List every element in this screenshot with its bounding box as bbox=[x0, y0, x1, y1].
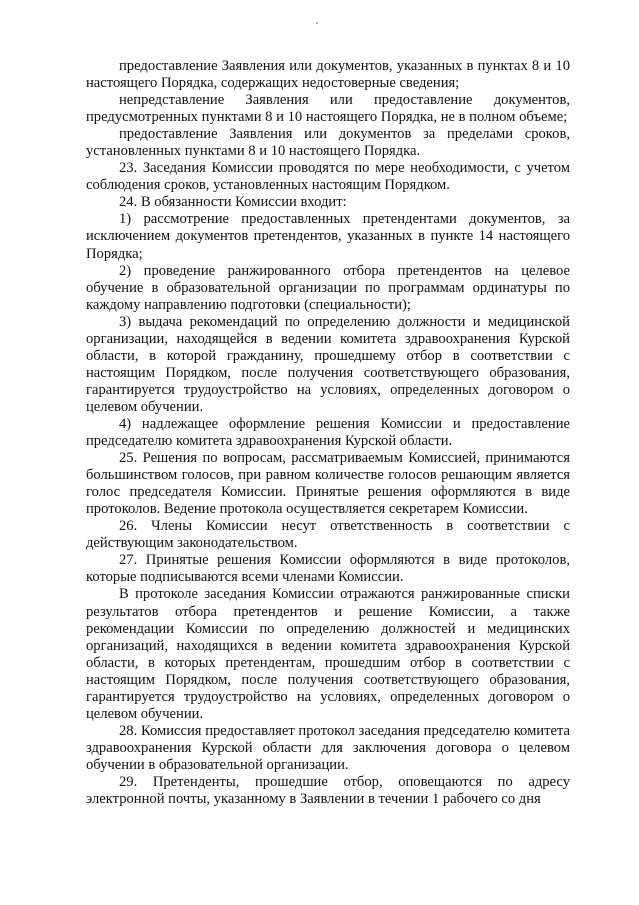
page-mark bbox=[316, 22, 318, 24]
paragraph-incomplete-docs: непредставление Заявления или предоставление документов, предусмотренных пунктами 8 и 10 настоящего Порядка, не в полном объеме; bbox=[86, 92, 570, 126]
paragraph-protocol-contents: В протоколе заседания Комиссии отражаются ранжированные списки результатов отбора претендентов и решение Комиссии, а также рекомендации Комиссии по определению должностей и медицинских организаций, находящихся в ведении комитета здравоохранения Курской области, в которых претендентам, прошедшим отбор в соответствии с настоящим Порядком, после получения соответствующего образования, гарантируется трудоустройство на условиях, определенных договором о целевом обучении. bbox=[86, 586, 570, 722]
paragraph-item-24-1: 1) рассмотрение предоставленных претендентами документов, за исключением документов претендентов, указанных в пункте 14 настоящего Порядка; bbox=[86, 211, 570, 262]
paragraph-item-27: 27. Принятые решения Комиссии оформляются в виде протоколов, которые подписываются всеми членами Комиссии. bbox=[86, 552, 570, 586]
paragraph-item-24-4: 4) надлежащее оформление решения Комиссии и предоставление председателю комитета здравоохранения Курской области. bbox=[86, 415, 570, 450]
paragraph-item-23: 23. Заседания Комиссии проводятся по мере необходимости, с учетом соблюдения сроков, установленных настоящим Порядком. bbox=[86, 160, 570, 194]
paragraph-item-26: 26. Члены Комиссии несут ответственность в соответствии с действующим законодательством. bbox=[86, 518, 570, 552]
paragraph-item-24-2: 2) проведение ранжированного отбора претендентов на целевое обучение в образовательной организации по программам ординатуры по каждому направлению подготовки (специальности); bbox=[86, 262, 570, 313]
paragraph-item-24-3: 3) выдача рекомендаций по определению должности и медицинской организации, находящейся в ведении комитета здравоохранения Курской области, в которой гражданину, прошедшему отбор в соответствии с настоящим Порядком, после получения соответствующего образования, гарантируется трудоустройство на условиях, определенных договором о целевом обучении. bbox=[86, 313, 570, 415]
paragraph-item-24: 24. В обязанности Комиссии входит: bbox=[119, 194, 347, 211]
paragraph-late-submission: предоставление Заявления или документов за пределами сроков, установленных пунктами 8 и 10 настоящего Порядка. bbox=[86, 126, 570, 160]
paragraph-item-25: 25. Решения по вопросам, рассматриваемым Комиссией, принимаются большинством голосов, при равном количестве голосов решающим является голос председателя Комиссии. Принятые решения оформляются в виде протоколов. Ведение протокола осуществляется секретарем Комиссии. bbox=[86, 450, 570, 518]
paragraph-item-28: 28. Комиссия предоставляет протокол заседания председателю комитета здравоохранения Курской области для заключения договора о целевом обучении в образовательной организации. bbox=[86, 722, 570, 773]
paragraph-item-29: 29. Претенденты, прошедшие отбор, оповещаются по адресу электронной почты, указанному в Заявлении в течении 1 рабочего со дня bbox=[86, 773, 570, 808]
paragraph-false-info: предоставление Заявления или документов, указанных в пунктах 8 и 10 настоящего Порядка, содержащих недостоверные сведения; bbox=[86, 58, 570, 92]
document-body bbox=[86, 58, 570, 808]
